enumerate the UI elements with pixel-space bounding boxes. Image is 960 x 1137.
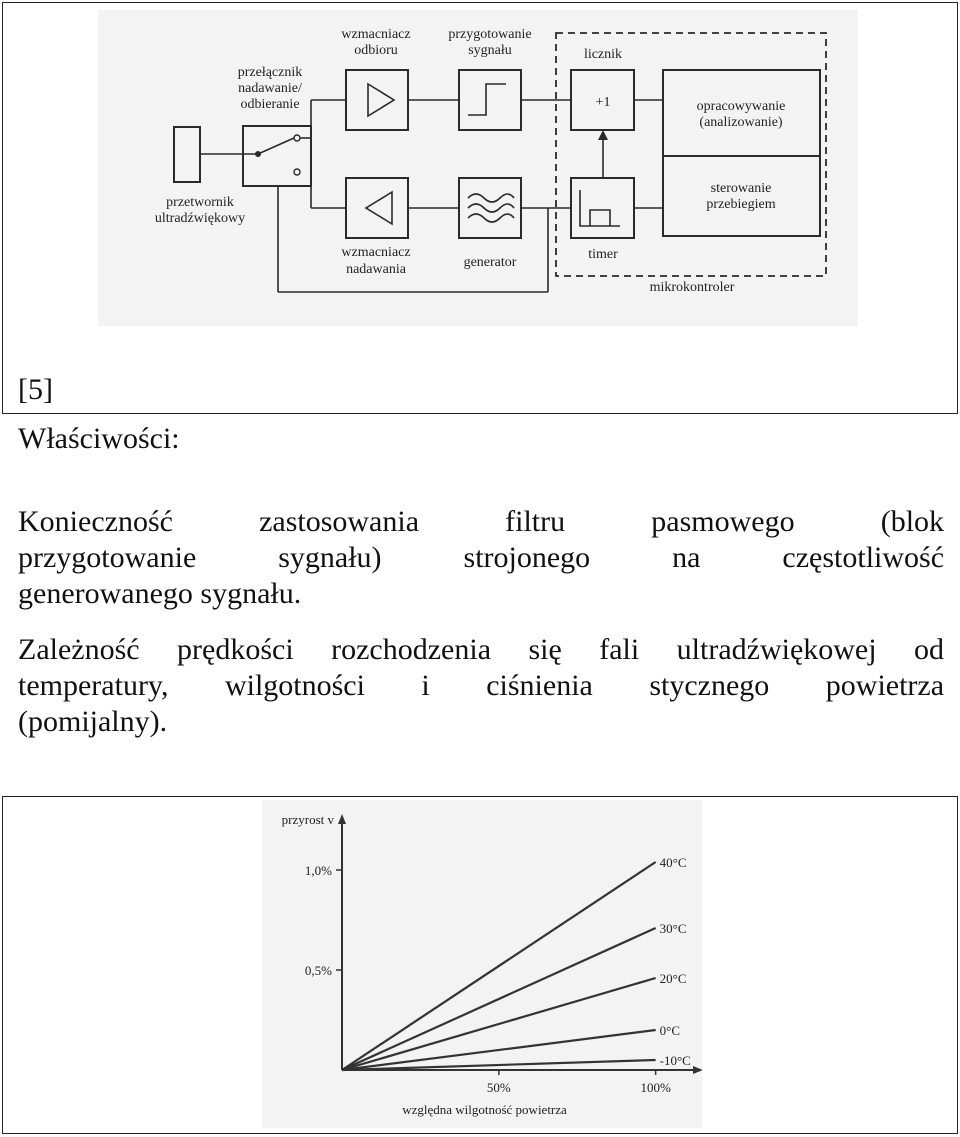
y-tick-label: 1,0% bbox=[304, 863, 332, 878]
paragraph-2-line-3 bbox=[18, 704, 944, 740]
transducer-label-1: przetwornik bbox=[166, 195, 234, 210]
tx-amp-label-1: wzmacniacz bbox=[341, 245, 411, 260]
word: od bbox=[914, 633, 945, 666]
series-line bbox=[342, 978, 656, 1070]
paragraph-2-line-2 bbox=[18, 668, 944, 704]
pulse-icon bbox=[580, 190, 620, 226]
paragraph-1-line-2 bbox=[18, 540, 944, 576]
word: Zależność bbox=[18, 633, 140, 666]
rx-amp-label-1: wzmacniacz bbox=[341, 27, 411, 42]
control-label-1: sterowanie bbox=[710, 181, 772, 196]
paragraph-1 bbox=[18, 504, 944, 612]
step-icon bbox=[468, 84, 506, 115]
block-diagram bbox=[98, 10, 858, 326]
timer-label: timer bbox=[588, 247, 618, 262]
word: prędkości bbox=[177, 633, 294, 666]
word: powietrza bbox=[825, 669, 945, 702]
signal-prep-block bbox=[459, 70, 521, 130]
word: Konieczność bbox=[18, 505, 173, 538]
word: i bbox=[421, 669, 430, 702]
chart-axes bbox=[336, 814, 702, 1075]
word: zastosowania bbox=[259, 505, 420, 538]
control-label-2: przebiegiem bbox=[706, 197, 776, 212]
signal-prep-label-1: przygotowanie bbox=[448, 27, 532, 42]
word: rozchodzenia bbox=[331, 633, 492, 666]
word: generowanego sygnału. bbox=[18, 577, 302, 610]
transducer-label-2: ultradźwiękowy bbox=[154, 211, 246, 226]
word: filtru bbox=[505, 505, 566, 538]
x-axis-arrow bbox=[693, 1066, 702, 1074]
series-line bbox=[342, 928, 656, 1070]
x-axis-label: względna wilgotność powietrza bbox=[402, 1102, 567, 1117]
series-line bbox=[342, 862, 656, 1070]
paragraph-1-line-1 bbox=[18, 504, 944, 540]
word: (pomijalny). bbox=[18, 705, 168, 738]
transducer-block bbox=[174, 127, 200, 182]
word: na bbox=[672, 541, 701, 574]
paragraph-2-line-1 bbox=[18, 632, 944, 668]
y-axis-arrow bbox=[338, 814, 346, 824]
chart-scan bbox=[262, 800, 702, 1128]
word: fali bbox=[599, 633, 640, 666]
word: przygotowanie bbox=[18, 541, 197, 574]
word: się bbox=[528, 633, 562, 666]
plus-one: +1 bbox=[595, 95, 611, 110]
switch-label-2: nadawanie/ bbox=[238, 81, 302, 96]
tx-amp-block bbox=[346, 178, 408, 238]
wave-icon bbox=[468, 194, 514, 222]
series-label: -10°C bbox=[659, 1053, 691, 1068]
word: ciśnienia bbox=[486, 669, 593, 702]
word: ultradźwiękowej bbox=[676, 633, 877, 666]
counter-label: licznik bbox=[583, 47, 623, 62]
processing-label-2: (analizowanie) bbox=[699, 115, 783, 130]
word: (blok bbox=[880, 505, 945, 538]
switch-block bbox=[243, 126, 311, 186]
word: sygnału) bbox=[278, 541, 382, 574]
series-label: 30°C bbox=[659, 921, 687, 936]
y-axis-label: przyrost v bbox=[281, 812, 334, 827]
humidity-chart bbox=[262, 800, 702, 1128]
word: pasmowego bbox=[651, 505, 795, 538]
amplifier-icon bbox=[368, 84, 394, 116]
amplifier-icon bbox=[366, 192, 392, 224]
series-label: 40°C bbox=[659, 855, 687, 870]
series-label: 20°C bbox=[659, 971, 687, 986]
y-tick-label: 0,5% bbox=[304, 963, 332, 978]
x-tick-label: 50% bbox=[486, 1080, 511, 1095]
generator-label: generator bbox=[463, 255, 517, 270]
paragraph-1-line-3 bbox=[18, 576, 944, 612]
word: stycznego bbox=[649, 669, 770, 702]
word: wilgotności bbox=[224, 669, 365, 702]
word: strojonego bbox=[463, 541, 591, 574]
mcu-label: mikrokontroler bbox=[649, 280, 735, 295]
chart-series bbox=[342, 862, 656, 1070]
diagram-scan bbox=[98, 10, 858, 326]
signal-prep-label-2: sygnału bbox=[468, 43, 512, 58]
series-label: 0°C bbox=[659, 1023, 681, 1038]
properties-heading: Właściwości: bbox=[18, 422, 180, 455]
rx-amp-label-2: odbioru bbox=[354, 43, 398, 58]
switch-label-3: odbieranie bbox=[240, 97, 300, 112]
switch-label-1: przełącznik bbox=[237, 65, 303, 80]
paragraph-2 bbox=[18, 632, 944, 740]
word: częstotliwość bbox=[782, 541, 945, 574]
x-tick-label: 100% bbox=[640, 1080, 671, 1095]
rx-amp-block bbox=[346, 70, 408, 130]
word: temperatury, bbox=[18, 669, 169, 702]
chart-labels bbox=[282, 812, 691, 1117]
reference-number: [5] bbox=[18, 373, 53, 406]
tx-amp-label-2: nadawania bbox=[346, 262, 406, 277]
processing-label-1: opracowywanie bbox=[696, 99, 786, 114]
